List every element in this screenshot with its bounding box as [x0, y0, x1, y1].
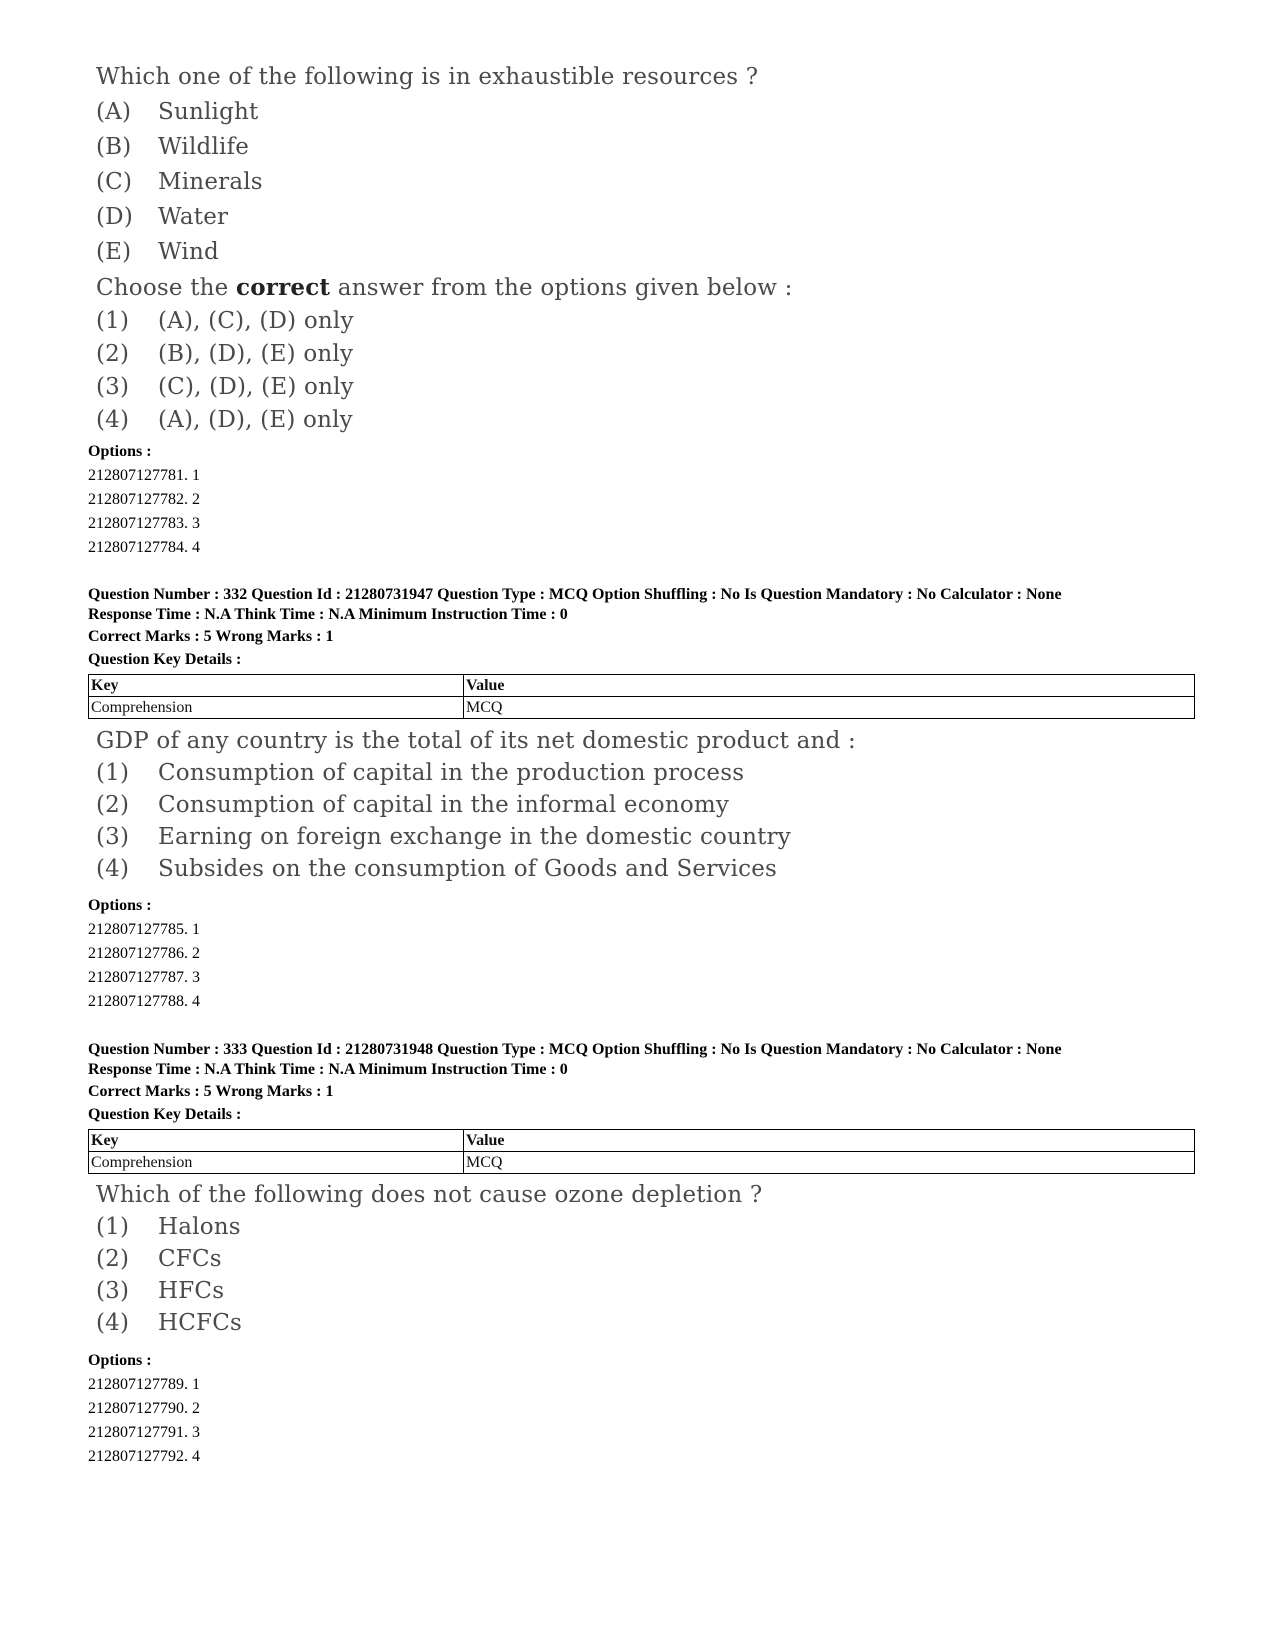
statement-text: Wildlife — [158, 134, 250, 160]
options-heading: Options : — [88, 897, 152, 914]
answer-label: (2) — [96, 341, 130, 367]
answer-text: Consumption of capital in the production process — [158, 760, 745, 786]
table-header-cell: Value — [464, 675, 1195, 697]
option-id: 212807127785. 1 — [88, 921, 200, 938]
question-stem: Which of the following does not cause ozone depletion ? — [96, 1182, 763, 1208]
question-timing-line: Response Time : N.A Think Time : N.A Minimum Instruction Time : 0 — [88, 1061, 568, 1078]
answer-text: Halons — [158, 1214, 241, 1240]
options-heading: Options : — [88, 443, 152, 460]
answer-label: (2) — [96, 792, 130, 818]
question-332-image — [96, 725, 856, 885]
key-details-heading: Question Key Details : — [88, 651, 242, 668]
options-heading: Options : — [88, 1352, 152, 1369]
question-333-image — [96, 1179, 762, 1339]
question-331-image — [96, 60, 793, 437]
table-cell: MCQ — [464, 1152, 1195, 1174]
answer-choice — [96, 853, 856, 885]
statement-item — [96, 200, 793, 235]
answer-label: (4) — [96, 1310, 130, 1336]
answer-choice — [96, 1275, 762, 1307]
options-list-331 — [88, 440, 200, 560]
option-id: 212807127790. 2 — [88, 1400, 200, 1417]
statement-label: (D) — [96, 204, 133, 230]
statement-text: Minerals — [158, 169, 263, 195]
option-id: 212807127784. 4 — [88, 539, 200, 556]
answer-choice — [96, 404, 793, 437]
question-332-header — [88, 585, 1208, 671]
statement-label: (C) — [96, 169, 133, 195]
key-details-table — [88, 1129, 1195, 1174]
statement-item — [96, 95, 793, 130]
statement-label: (B) — [96, 134, 132, 160]
table-row — [89, 697, 1195, 719]
statement-label: (A) — [96, 99, 132, 125]
option-id: 212807127781. 1 — [88, 467, 200, 484]
statement-item — [96, 130, 793, 165]
table-header-row — [89, 1130, 1195, 1152]
answer-text: HFCs — [158, 1278, 225, 1304]
statement-text: Sunlight — [158, 99, 259, 125]
answer-label: (1) — [96, 1214, 130, 1240]
statement-item — [96, 165, 793, 200]
answer-choice — [96, 821, 856, 853]
answer-text: (A), (D), (E) only — [158, 407, 353, 433]
answer-choice — [96, 789, 856, 821]
option-id: 212807127792. 4 — [88, 1448, 200, 1465]
key-details-heading: Question Key Details : — [88, 1106, 242, 1123]
answer-label: (1) — [96, 308, 130, 334]
choose-instruction — [96, 270, 793, 305]
question-timing-line: Response Time : N.A Think Time : N.A Minimum Instruction Time : 0 — [88, 606, 568, 623]
answer-text: (A), (C), (D) only — [158, 308, 354, 334]
option-id: 212807127787. 3 — [88, 969, 200, 986]
answer-choice — [96, 1307, 762, 1339]
answer-label: (1) — [96, 760, 130, 786]
statement-item — [96, 235, 793, 270]
answer-label: (3) — [96, 374, 130, 400]
question-333-header — [88, 1040, 1208, 1126]
options-list-333 — [88, 1349, 200, 1469]
answer-choice — [96, 1243, 762, 1275]
option-id: 212807127789. 1 — [88, 1376, 200, 1393]
table-header-cell: Value — [464, 1130, 1195, 1152]
table-cell: MCQ — [464, 697, 1195, 719]
question-meta-line: Question Number : 332 Question Id : 21280731947 Question Type : MCQ Option Shuffling : No Is Question Mandatory : No Calculator : None — [88, 586, 1062, 603]
answer-choice — [96, 305, 793, 338]
answer-label: (3) — [96, 1278, 130, 1304]
option-id: 212807127791. 3 — [88, 1424, 200, 1441]
options-list-332 — [88, 894, 200, 1014]
answer-label: (4) — [96, 856, 130, 882]
table-cell: Comprehension — [89, 697, 464, 719]
option-id: 212807127782. 2 — [88, 491, 200, 508]
answer-label: (2) — [96, 1246, 130, 1272]
answer-text: Consumption of capital in the informal economy — [158, 792, 730, 818]
instruction-suffix: answer from the options given below : — [330, 275, 793, 301]
answer-text: (C), (D), (E) only — [158, 374, 354, 400]
statement-text: Water — [158, 204, 229, 230]
table-cell: Comprehension — [89, 1152, 464, 1174]
table-header-row — [89, 675, 1195, 697]
answer-text: HCFCs — [158, 1310, 243, 1336]
answer-choice — [96, 338, 793, 371]
option-id: 212807127788. 4 — [88, 993, 200, 1010]
answer-label: (4) — [96, 407, 130, 433]
question-stem: GDP of any country is the total of its net domestic product and : — [96, 728, 856, 754]
option-id: 212807127783. 3 — [88, 515, 200, 532]
instruction-prefix: Choose the — [96, 275, 237, 301]
answer-choice — [96, 757, 856, 789]
answer-choice — [96, 1211, 762, 1243]
key-details-table — [88, 674, 1195, 719]
answer-text: (B), (D), (E) only — [158, 341, 354, 367]
marks-line: Correct Marks : 5 Wrong Marks : 1 — [88, 1083, 334, 1100]
option-id: 212807127786. 2 — [88, 945, 200, 962]
statement-text: Wind — [158, 239, 219, 265]
table-row — [89, 1152, 1195, 1174]
answer-text: CFCs — [158, 1246, 222, 1272]
answer-text: Earning on foreign exchange in the domestic country — [158, 824, 791, 850]
answer-choice — [96, 371, 793, 404]
marks-line: Correct Marks : 5 Wrong Marks : 1 — [88, 628, 334, 645]
statement-label: (E) — [96, 239, 132, 265]
question-stem: Which one of the following is in exhaustible resources ? — [96, 64, 759, 90]
question-meta-line: Question Number : 333 Question Id : 21280731948 Question Type : MCQ Option Shuffling : No Is Question Mandatory : No Calculator : None — [88, 1041, 1062, 1058]
answer-label: (3) — [96, 824, 130, 850]
answer-text: Subsides on the consumption of Goods and Services — [158, 856, 778, 882]
table-header-cell: Key — [89, 675, 464, 697]
instruction-emphasis: correct — [236, 274, 331, 301]
table-header-cell: Key — [89, 1130, 464, 1152]
